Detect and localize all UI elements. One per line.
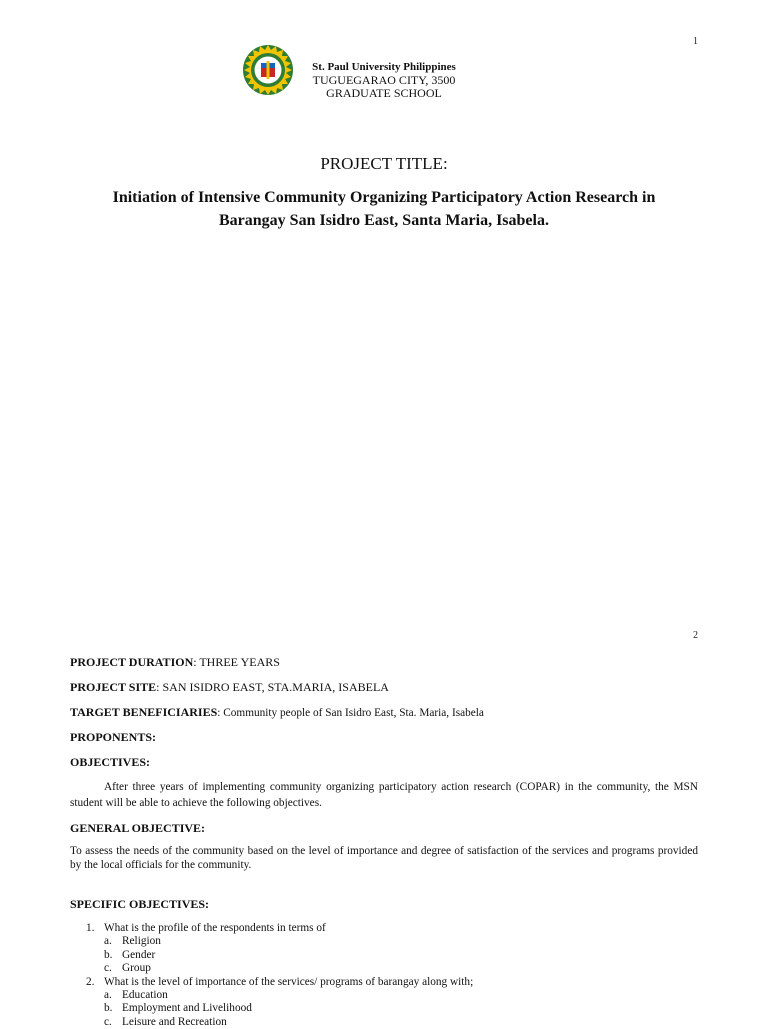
project-duration-value: : THREE YEARS [193,655,280,669]
specific-objectives-list [86,922,473,1029]
list-item-number: 1. [86,922,95,934]
list-item-number: 2. [86,975,95,988]
project-title-label: PROJECT TITLE: [320,154,448,173]
list-subitem [86,989,473,1002]
list-subitem-text: Employment and Livelihood [122,1002,252,1015]
objectives-label: OBJECTIVES: [70,755,151,769]
list-subitem [86,1002,473,1015]
list-subitem-letter: a. [104,989,112,1002]
target-beneficiaries [70,705,484,720]
list-subitem-text: Religion [122,935,161,948]
university-city: TUGUEGARAO CITY, 3500 [312,73,456,87]
list-item [86,976,473,989]
project-title-text [60,186,708,232]
list-subitem-letter: c. [104,1015,112,1028]
specific-objectives-heading [70,897,209,912]
project-site-value: : SAN ISIDRO EAST, STA.MARIA, ISABELA [156,680,389,694]
proponents-heading [70,730,156,745]
general-objective-label: GENERAL OBJECTIVE: [70,821,206,835]
list-subitem-text: Education [122,989,168,1002]
list-subitem-letter: b. [104,1002,113,1015]
project-duration [70,655,280,670]
target-beneficiaries-label: TARGET BENEFICIARIES [70,705,218,719]
project-title-line-2: Barangay San Isidro East, Santa Maria, Isabela. [219,212,549,229]
list-subitem-text: Group [122,962,151,975]
list-item [86,922,473,935]
page-number-1: 1 [693,36,698,47]
project-site-label: PROJECT SITE [70,680,157,694]
list-subitem [86,1016,473,1029]
list-subitem-letter: a. [104,935,112,948]
university-seal-logo [242,44,294,96]
general-objective-heading [70,821,205,836]
list-subitem-text: Leisure and Recreation [122,1015,227,1028]
list-subitem [86,935,473,948]
list-subitem [86,962,473,975]
page-number-2: 2 [693,630,698,641]
specific-objectives-label: SPECIFIC OBJECTIVES: [70,897,210,911]
project-site [70,680,389,695]
list-subitem-text: Gender [122,948,156,961]
proponents-label: PROPONENTS: [70,730,157,744]
list-subitem [86,949,473,962]
objectives-heading [70,755,150,770]
target-beneficiaries-value: : Community people of San Isidro East, Sta. Maria, Isabela [217,707,484,719]
list-subitem-letter: c. [104,962,112,975]
school-name: GRADUATE SCHOOL [326,86,442,100]
list-subitem-letter: b. [104,948,113,961]
objectives-paragraph: After three years of implementing community organizing participatory action research (COPAR) in the community, the MSN student will be able to achieve the following objectives. [70,781,698,809]
university-header [300,61,468,100]
list-item-text: What is the profile of the respondents in terms of [104,922,326,934]
general-objective-paragraph: To assess the needs of the community based on the level of importance and degree of satisfaction of the services and programs provided by the local officials for the community. [70,845,698,871]
university-name: St. Paul University Philippines [312,61,456,73]
project-title-line-1: Initiation of Intensive Community Organizing Participatory Action Research in [112,189,656,206]
list-item-text: What is the level of importance of the services/ programs of barangay along with; [104,975,474,988]
project-duration-label: PROJECT DURATION [70,655,194,669]
